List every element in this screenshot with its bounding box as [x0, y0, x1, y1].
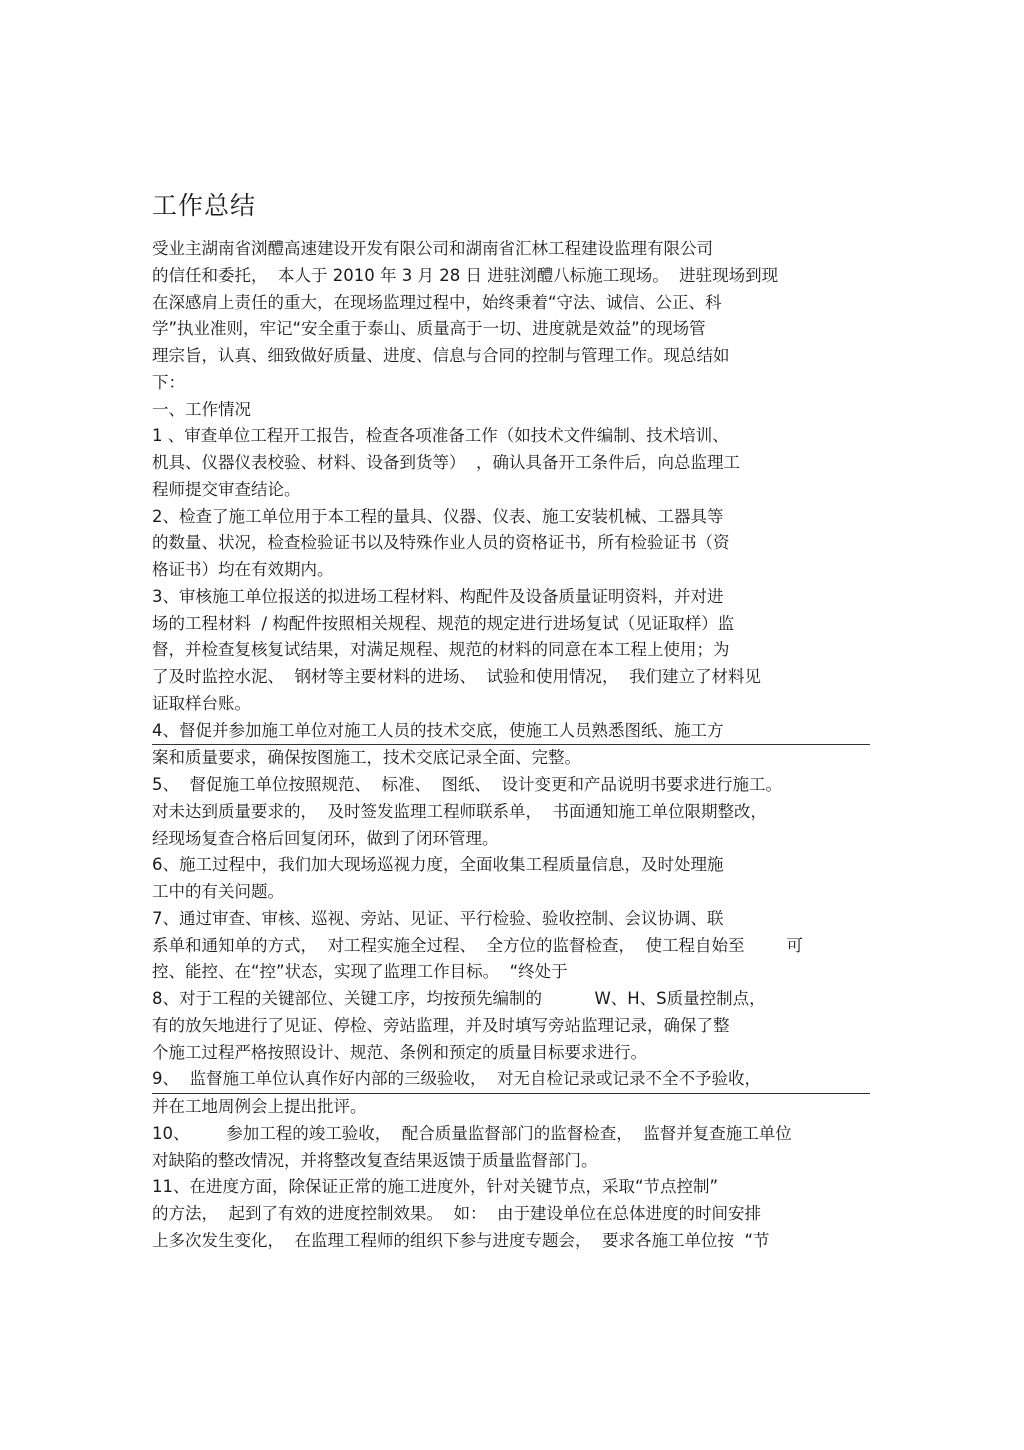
section-heading: 一、工作情况: [152, 399, 251, 419]
text-line: 2、检查了施工单位用于本工程的量具、仪器、仪表、施工安装机械、工器具等: [152, 506, 724, 526]
text-line: 场的工程材料 / 构配件按照相关规程、规范的规定进行进场复试（见证取样）监: [152, 613, 735, 633]
text-line: 1 、审查单位工程开工报告，检查各项准备工作（如技术文件编制、技术培训、: [152, 426, 729, 446]
text-line: 了及时监控水泥、 钢材等主要材料的进场、 试验和使用情况， 我们建立了材料见: [152, 667, 761, 686]
text-line: 的方法， 起到了有效的进度控制效果。 如： 由于建设单位在总体进度的时间安排: [152, 1204, 761, 1223]
text-line: 8、对于工程的关键部位、关键工序，均按预先编制的 W、H、S质量控制点，: [152, 989, 766, 1008]
text-line: 上多次发生变化， 在监理工程师的组织下参与进度专题会， 要求各施工单位按 “节: [152, 1230, 770, 1250]
text-line: 的信任和委托， 本人于 2010 年 3 月 28 日 进驻浏醴八标施工现场。 进驻现场到现: [152, 265, 779, 285]
text-line: 3、审核施工单位报送的拟进场工程材料、构配件及设备质量证明资料，并对进: [152, 586, 724, 606]
document-title: 工作总结: [152, 191, 257, 220]
text-line: 在深感肩上责任的重大，在现场监理过程中，始终秉着“守法、诚信、公正、科: [152, 292, 722, 312]
text-line: 理宗旨，认真、细致做好质量、进度、信息与合同的控制与管理工作。现总结如: [152, 346, 730, 365]
text-line: 下：: [152, 372, 185, 392]
document-body: [152, 236, 892, 1255]
text-line: 控、能控、在“控”状态，实现了监理工作目标。 “终处于: [152, 962, 568, 982]
text-line: 并在工地周例会上提出批评。: [152, 1097, 367, 1116]
text-line: 对缺陷的整改情况，并将整改复查结果返馈于质量监督部门。: [152, 1150, 598, 1170]
text-line: 系单和通知单的方式， 对工程实施全过程、 全方位的监督检查， 使工程自始至 可: [152, 935, 803, 955]
text-line: 案和质量要求，确保按图施工，技术交底记录全面、完整。: [152, 748, 581, 768]
text-line: 督，并检查复核复试结果，对满足规程、规范的材料的同意在本工程上使用；为: [152, 640, 730, 660]
text-line: 10、 参加工程的竣工验收， 配合质量监督部门的监督检查， 监督并复查施工单位: [152, 1123, 792, 1143]
text-line: 的数量、状况，检查检验证书以及特殊作业人员的资格证书，所有检验证书（资: [152, 533, 730, 553]
text-line: 经现场复查合格后回复闭环，做到了闭环管理。: [152, 828, 499, 848]
text-line: 4、督促并参加施工单位对施工人员的技术交底，使施工人员熟悉图纸、施工方: [152, 720, 724, 740]
text-line: 11、在进度方面，除保证正常的施工进度外，针对关键节点，采取“节点控制”: [152, 1177, 719, 1197]
text-line: 证取样台账。: [152, 693, 251, 713]
text-line: 7、通过审查、审核、巡视、旁站、见证、平行检验、验收控制、会议协调、联: [152, 908, 724, 928]
text-line: 学”执业准则，牢记“安全重于泰山、质量高于一切、进度就是效益”的现场管: [152, 319, 706, 339]
text-line: 格证书）均在有效期内。: [152, 560, 334, 579]
text-line: 对未达到质量要求的， 及时签发监理工程师联系单， 书面通知施工单位限期整改，: [152, 801, 767, 821]
text-line: 有的放矢地进行了见证、停检、旁站监理，并及时填写旁站监理记录，确保了整: [152, 1015, 730, 1035]
text-line: 程师提交审查结论。: [152, 479, 301, 499]
text-line: 工中的有关问题。: [152, 882, 284, 901]
text-line: 5、 督促施工单位按照规范、 标准、 图纸、 设计变更和产品说明书要求进行施工。: [152, 775, 782, 794]
text-line: 6、施工过程中，我们加大现场巡视力度，全面收集工程质量信息，及时处理施: [152, 855, 724, 875]
text-line: 受业主湖南省浏醴高速建设开发有限公司和湖南省汇林工程建设监理有限公司: [152, 239, 713, 258]
text-line: 机具、仪器仪表校验、材料、设备到货等） ，确认具备开工条件后，向总监理工: [152, 453, 740, 472]
text-line: 个施工过程严格按照设计、规范、条例和预定的质量目标要求进行。: [152, 1042, 647, 1062]
text-line: 9、 监督施工单位认真作好内部的三级验收， 对无自检记录或记录不全不予验收，: [152, 1069, 761, 1089]
